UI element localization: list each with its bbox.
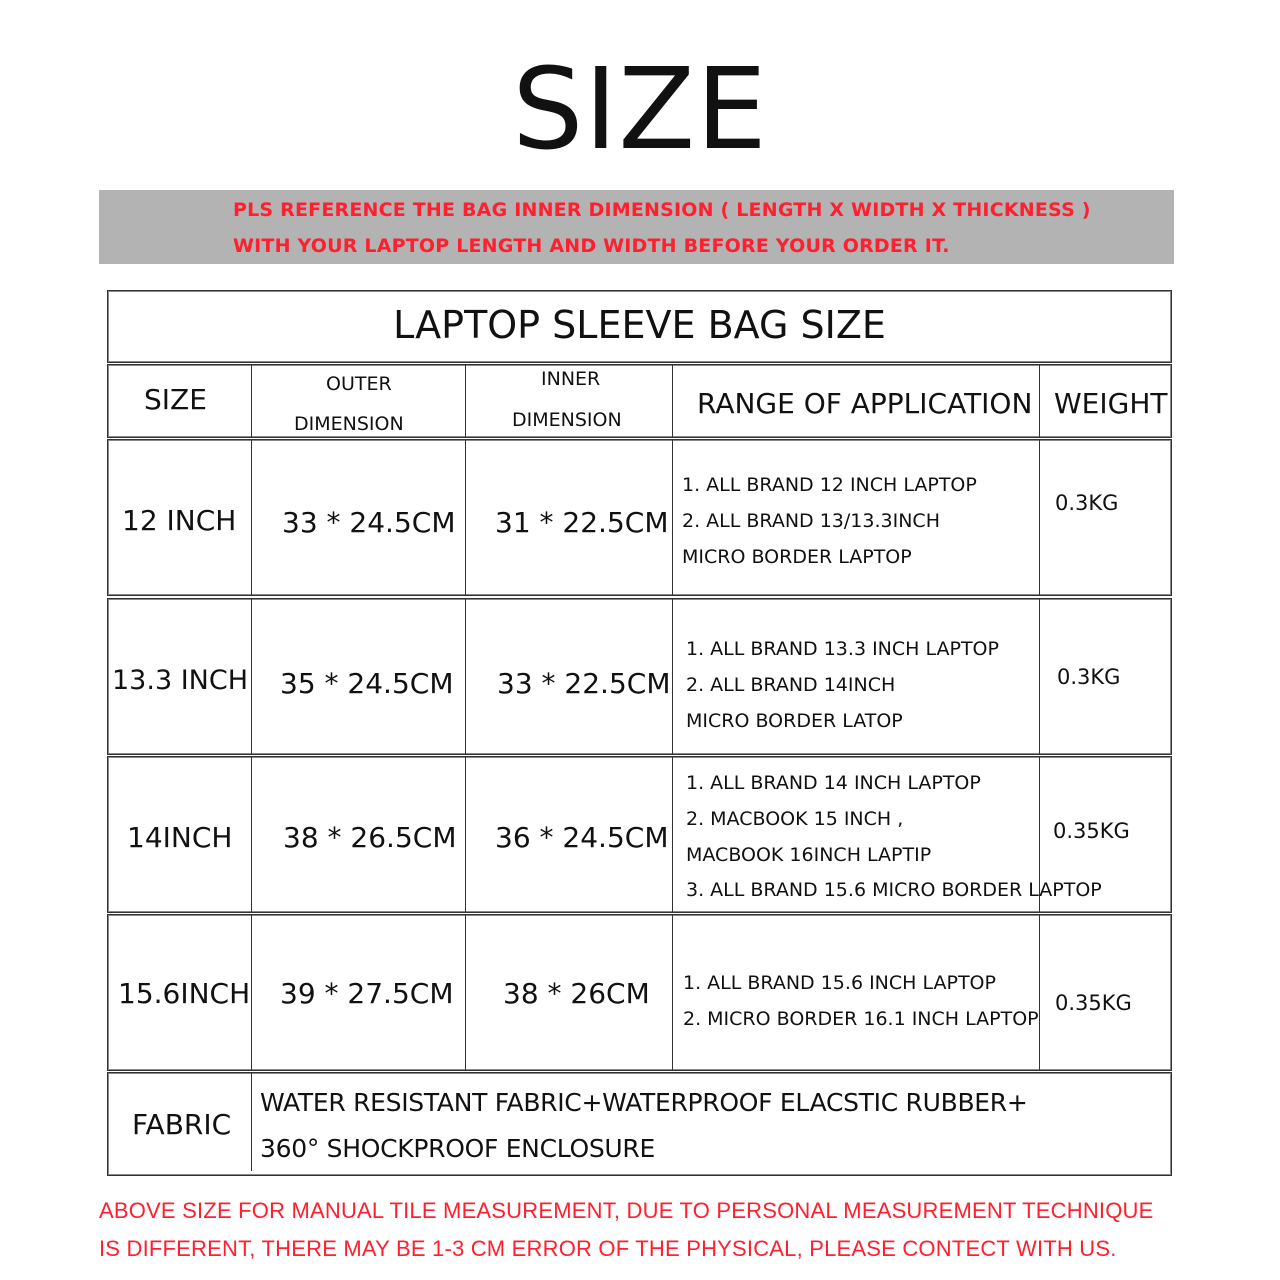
fabric-line-1: WATER RESISTANT FABRIC+WATERPROOF ELACSTIC RUBBER+ bbox=[260, 1088, 1028, 1117]
row-app-4: 3. ALL BRAND 15.6 MICRO BORDER LAPTOP bbox=[686, 879, 1102, 901]
notice-line-2: WITH YOUR LAPTOP LENGTH AND WIDTH BEFORE YOUR ORDER IT. bbox=[233, 235, 950, 257]
header-outer-line1: OUTER bbox=[326, 373, 392, 395]
row-outer: 35 * 24.5CM bbox=[280, 667, 454, 700]
row-app-1: 1. ALL BRAND 14 INCH LAPTOP bbox=[686, 772, 981, 794]
header-outer-line2: DIMENSION bbox=[294, 413, 404, 435]
row-inner: 36 * 24.5CM bbox=[495, 821, 669, 854]
footer-line-2: IS DIFFERENT, THERE MAY BE 1-3 CM ERROR OF THE PHYSICAL, PLEASE CONTECT WITH US. bbox=[99, 1236, 1117, 1261]
row-size: 15.6INCH bbox=[118, 977, 251, 1010]
header-weight: WEIGHT bbox=[1054, 387, 1168, 420]
row-inner: 31 * 22.5CM bbox=[495, 506, 669, 539]
row-size: 14INCH bbox=[127, 821, 233, 854]
row-app-2: 2. MICRO BORDER 16.1 INCH LAPTOP bbox=[683, 1008, 1039, 1030]
table-row bbox=[107, 439, 1172, 596]
row-weight: 0.3KG bbox=[1057, 665, 1121, 689]
row-outer: 39 * 27.5CM bbox=[280, 977, 454, 1010]
notice-line-1: PLS REFERENCE THE BAG INNER DIMENSION ( LENGTH X WIDTH X THICKNESS ) bbox=[233, 199, 1091, 221]
footer-disclaimer bbox=[99, 1192, 1154, 1268]
table-title: LAPTOP SLEEVE BAG SIZE bbox=[393, 303, 886, 347]
row-outer: 38 * 26.5CM bbox=[283, 821, 457, 854]
table-row bbox=[107, 914, 1172, 1071]
fabric-line-2: 360° SHOCKPROOF ENCLOSURE bbox=[260, 1134, 655, 1163]
row-size: 13.3 INCH bbox=[112, 665, 249, 696]
row-weight: 0.35KG bbox=[1055, 991, 1132, 1015]
row-app-2: 2. ALL BRAND 13/13.3INCH bbox=[682, 510, 940, 532]
row-outer: 33 * 24.5CM bbox=[282, 506, 456, 539]
fabric-row bbox=[107, 1072, 1172, 1176]
row-weight: 0.3KG bbox=[1055, 491, 1119, 515]
row-app-3: MACBOOK 16INCH LAPTIP bbox=[686, 844, 932, 866]
header-size: SIZE bbox=[144, 383, 207, 416]
header-row bbox=[107, 364, 1172, 438]
row-app-1: 1. ALL BRAND 12 INCH LAPTOP bbox=[682, 474, 977, 496]
page-title: SIZE bbox=[512, 45, 768, 175]
header-inner-line2: DIMENSION bbox=[512, 409, 622, 431]
row-inner: 38 * 26CM bbox=[503, 977, 650, 1010]
header-range: RANGE OF APPLICATION bbox=[697, 387, 1033, 420]
table-row bbox=[107, 598, 1172, 755]
row-inner: 33 * 22.5CM bbox=[497, 667, 671, 700]
row-size: 12 INCH bbox=[122, 504, 237, 537]
row-app-1: 1. ALL BRAND 15.6 INCH LAPTOP bbox=[683, 972, 996, 994]
row-app-3: MICRO BORDER LATOP bbox=[686, 710, 903, 732]
row-app-2: 2. ALL BRAND 14INCH bbox=[686, 674, 896, 696]
table-row bbox=[107, 756, 1172, 913]
row-app-2: 2. MACBOOK 15 INCH , bbox=[686, 808, 904, 830]
row-app-3: MICRO BORDER LAPTOP bbox=[682, 546, 912, 568]
header-inner-line1: INNER bbox=[541, 368, 601, 390]
fabric-label: FABRIC bbox=[132, 1108, 232, 1141]
row-weight: 0.35KG bbox=[1053, 819, 1130, 843]
footer-line-1: ABOVE SIZE FOR MANUAL TILE MEASUREMENT, DUE TO PERSONAL MEASUREMENT TECHNIQUE bbox=[99, 1198, 1154, 1223]
table-title-box bbox=[107, 290, 1172, 363]
notice-banner bbox=[99, 190, 1174, 264]
row-app-1: 1. ALL BRAND 13.3 INCH LAPTOP bbox=[686, 638, 999, 660]
